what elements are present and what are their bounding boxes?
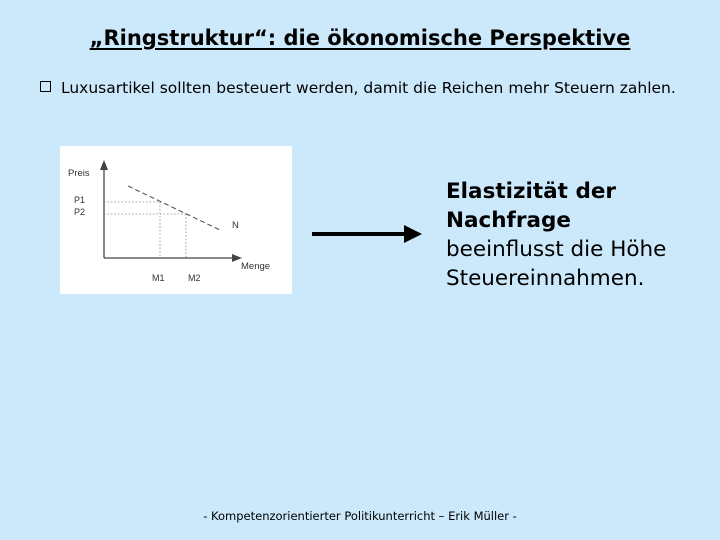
y-axis-arrowhead: [100, 160, 108, 170]
price-label-p1: P1: [74, 195, 86, 205]
bullet-item: [38, 78, 678, 99]
conclusion-body: beeinflusst die Höhe Steuereinnahmen.: [446, 237, 667, 291]
x-axis-label: Menge: [241, 261, 271, 272]
conclusion-bold: Elastizität der Nachfrage: [446, 179, 617, 233]
demand-diagram-svg: [60, 146, 292, 294]
quantity-label-m1: M1: [152, 273, 165, 283]
demand-diagram: [60, 146, 292, 294]
right-arrow-icon: [312, 222, 424, 246]
quantity-label-m2: M2: [188, 273, 201, 283]
checkbox-bullet-icon: [40, 81, 51, 92]
footer: - Kompetenzorientierter Politikunterricht – Erik Müller -: [203, 509, 517, 523]
bullet-text: Luxusartikel sollten besteuert werden, damit die Reichen mehr Steuern zahlen.: [61, 79, 676, 97]
slide-title: „Ringstruktur“: die ökonomische Perspektive: [89, 26, 631, 50]
curve-label: N: [232, 220, 239, 231]
conclusion-text: [446, 177, 706, 293]
price-label-p2: P2: [74, 207, 86, 217]
demand-curve: [128, 186, 220, 230]
y-axis-label: Preis: [68, 168, 90, 179]
